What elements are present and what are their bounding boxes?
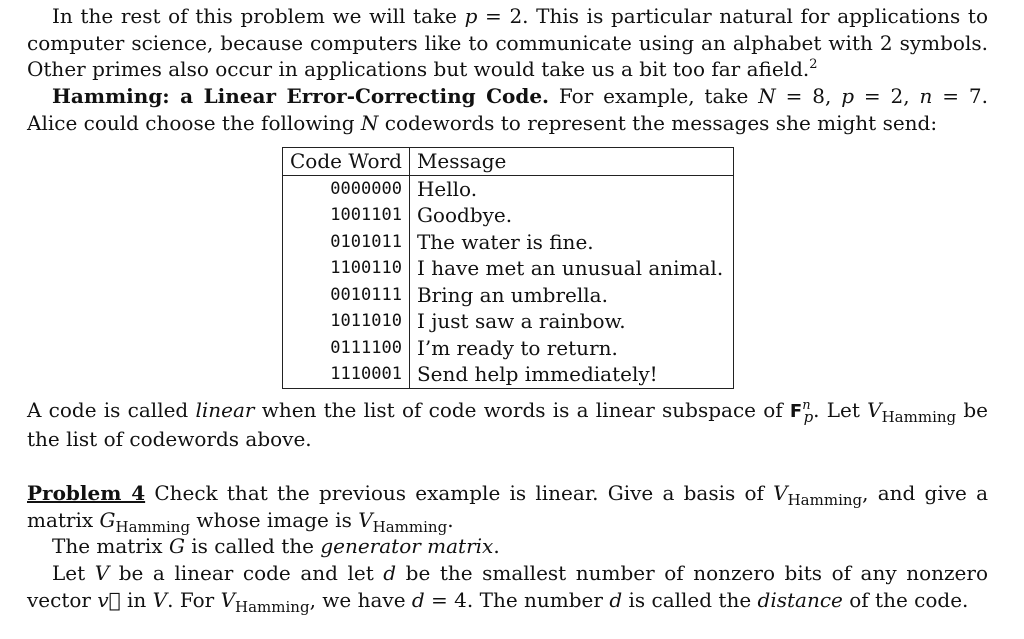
hamming-subscript: Hamming: [115, 517, 191, 536]
message-cell: I just saw a rainbow.: [416, 309, 626, 333]
table-row: [283, 335, 734, 362]
term-distance: distance: [757, 587, 843, 612]
table-row: [283, 308, 734, 335]
problem-text: Check that the previous example is linear. Give a basis of: [145, 481, 774, 505]
hamming-subscript: Hamming: [372, 517, 448, 536]
message-cell: Hello.: [416, 176, 478, 201]
var-n: n: [919, 84, 933, 108]
hamming-subscript: Hamming: [787, 491, 863, 509]
distance-text-8: is called the: [622, 587, 758, 612]
hamming-paragraph-line2: [27, 110, 988, 137]
hamming-text: For example, take: [549, 84, 759, 108]
distance-text-6: , we have: [309, 587, 412, 612]
distance-text-2: be a linear code and let: [109, 561, 384, 585]
generator-text-3: .: [493, 534, 500, 558]
message-cell: The water is fine.: [416, 229, 594, 254]
table-row: [283, 175, 734, 202]
code-cell: 0101011: [283, 229, 410, 256]
hamming-subscript: Hamming: [881, 408, 957, 426]
var-V: V: [867, 398, 882, 422]
problem-text-4: .: [447, 507, 454, 532]
intro-text: In the rest of this problem we will take: [52, 4, 465, 28]
table-row: [283, 202, 734, 229]
hamming-heading: Hamming: a Linear Error-Correcting Code.: [52, 84, 550, 108]
vector-v: v⃗: [97, 587, 121, 612]
code-cell: 1011010: [283, 308, 410, 335]
var-d: d: [383, 561, 397, 585]
generator-text: The matrix: [52, 534, 169, 558]
table-row: [283, 282, 734, 309]
linear-text-4: be the list of codewords above.: [27, 398, 988, 451]
eq-p: = 2,: [854, 84, 920, 108]
distance-text-4: in: [120, 587, 153, 612]
var-N: N: [758, 84, 776, 108]
intro-text-2: = 2. This is particular natural for applications to computer science, because computers like to communicate using an alphabet with 2 symbols. Other primes also occur in applications but would take us a bit too far afield.: [27, 4, 988, 81]
linear-text: A code is called: [27, 398, 196, 422]
distance-text-5: . For: [167, 587, 221, 612]
var-V: V: [773, 481, 788, 505]
distance-text-7: = 4. The number: [424, 587, 610, 612]
problem-text-3: whose image is: [190, 507, 359, 532]
var-G: G: [99, 507, 116, 532]
field-subscript: p: [803, 408, 814, 426]
linear-definition-paragraph: [27, 397, 988, 452]
footnote-mark: 2: [809, 57, 818, 72]
hamming-line2-text-2: codewords to represent the messages she might send:: [378, 111, 938, 135]
message-cell: Send help immediately!: [416, 362, 658, 386]
var-V: V: [220, 587, 236, 612]
distance-text: Let: [52, 561, 95, 585]
table-row: [283, 361, 734, 388]
message-cell: I have met an unusual animal.: [416, 256, 724, 280]
linear-text-2: when the list of code words is a linear subspace of: [254, 398, 790, 422]
codeword-table: [282, 147, 734, 389]
field-superscript: n: [802, 398, 811, 413]
problem-heading: Problem 4: [27, 481, 146, 505]
var-d: d: [609, 587, 623, 612]
term-linear: linear: [195, 398, 255, 422]
header-message: Message: [409, 148, 733, 176]
linear-text-3: . Let: [813, 398, 868, 422]
eq-n: = 7.: [932, 84, 988, 108]
var-N: N: [360, 111, 379, 135]
message-cell: Goodbye.: [416, 203, 513, 227]
distance-text-9: of the code.: [842, 587, 969, 612]
header-code-word: Code Word: [283, 148, 410, 176]
var-p: p: [841, 84, 854, 108]
hamming-line2-text: Alice could choose the following: [27, 111, 361, 135]
term-generator-matrix: generator matrix: [320, 534, 494, 558]
intro-paragraph: [27, 3, 988, 83]
problem-text-2: , and give a matrix: [27, 481, 988, 532]
code-cell: 0000000: [283, 175, 410, 202]
hamming-subscript: Hamming: [235, 597, 310, 616]
message-cell: I’m ready to return.: [416, 335, 618, 360]
var-V: V: [358, 507, 373, 532]
distance-text-3: be the smallest number of nonzero bits of any nonzero vector: [27, 561, 988, 612]
table-header-row: [283, 148, 734, 176]
code-cell: 1100110: [283, 255, 410, 282]
message-cell: Bring an umbrella.: [416, 282, 608, 307]
field-symbol: F: [789, 401, 803, 422]
generator-text-2: is called the: [184, 534, 321, 558]
var-V: V: [94, 561, 110, 585]
code-cell: 1001101: [283, 202, 410, 229]
code-cell: 0010111: [283, 282, 410, 309]
code-cell: 1110001: [283, 361, 410, 388]
var-p: p: [464, 4, 478, 28]
var-d: d: [411, 587, 425, 612]
code-cell: 0111100: [283, 335, 410, 362]
generator-paragraph: [27, 533, 988, 560]
problem-4-paragraph: [27, 480, 988, 536]
eq-N: = 8,: [775, 84, 842, 108]
var-G: G: [168, 534, 185, 558]
distance-paragraph: [27, 560, 988, 616]
hamming-paragraph-line1: [27, 83, 988, 110]
table-row: [283, 255, 734, 282]
table-row: [283, 229, 734, 256]
var-V: V: [152, 587, 168, 612]
